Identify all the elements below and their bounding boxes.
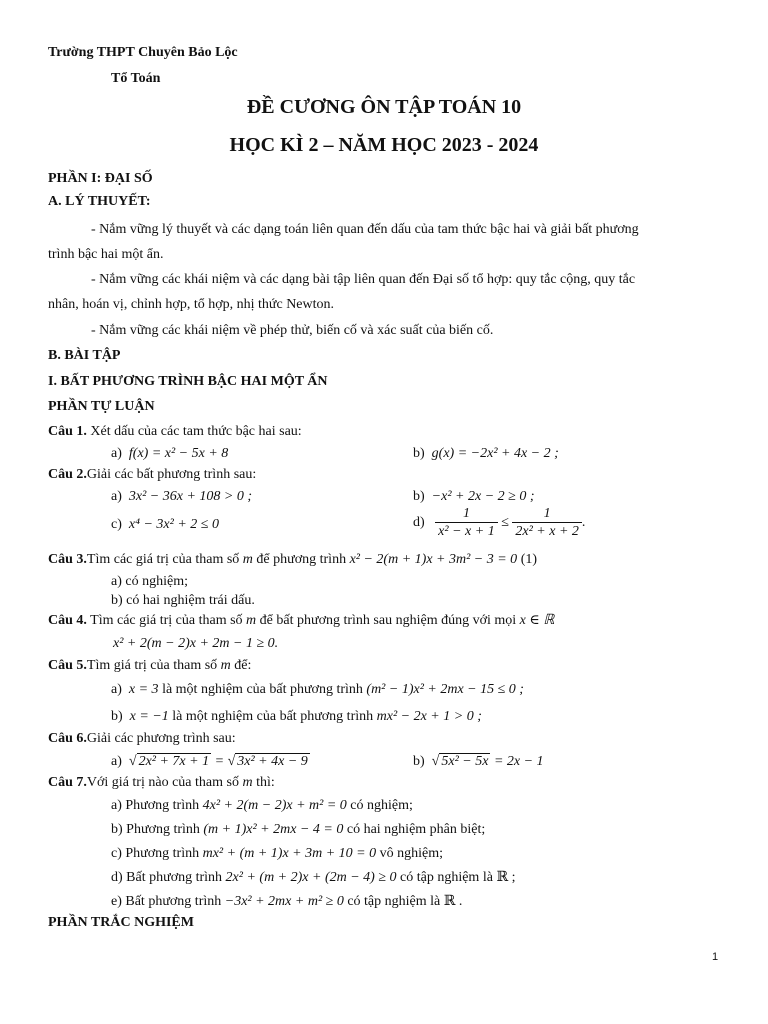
question-5: [48, 657, 251, 675]
item-text: có tập nghiệm là: [396, 870, 497, 885]
parameter: m: [242, 775, 253, 790]
question-7-a: [111, 797, 413, 815]
item-label: a): [111, 754, 122, 769]
question-text: để bất phương trình sau nghiệm đúng với mọi: [256, 613, 520, 628]
question-3-a: a) có nghiệm;: [111, 574, 188, 589]
radicand: 2x² + 7x + 1: [138, 754, 210, 769]
item-text: d) Bất phương trình: [111, 870, 226, 885]
question-6-b: [413, 753, 544, 771]
item-text: có tập nghiệm là: [343, 894, 444, 909]
item-text: là một nghiệm của bất phương trình: [158, 682, 367, 697]
question-label: Câu 2.: [48, 467, 87, 482]
multiple-choice-heading: PHẦN TRẮC NGHIỆM: [48, 915, 194, 930]
equals-sign: =: [211, 754, 228, 769]
math-expression: g(x) = −2x² + 4x − 2 ;: [431, 446, 559, 461]
math-expression: ℝ ;: [496, 870, 516, 885]
parameter: m: [242, 552, 253, 567]
question-2-d: [413, 505, 585, 541]
question-7: [48, 774, 275, 792]
item-label: d): [413, 515, 425, 530]
item-label: b): [111, 709, 123, 724]
math-expression: mx² − 2x + 1 > 0 ;: [376, 709, 482, 724]
question-text: Tìm các giá trị của tham số: [86, 552, 243, 567]
math-expression: 2x² + (m + 2)x + (2m − 4) ≥ 0: [225, 870, 397, 885]
math-expression: −x² + 2x − 2 ≥ 0 ;: [431, 489, 535, 504]
question-1: [48, 423, 302, 441]
question-label: Câu 6.: [48, 731, 87, 746]
item-text: a) Phương trình: [111, 798, 203, 813]
section-b-heading: B. BÀI TẬP: [48, 348, 121, 363]
math-expression: x = −1: [129, 709, 169, 724]
radicand: 3x² + 4x − 9: [237, 754, 308, 769]
question-1-a: [111, 445, 228, 463]
math-expression: x = 3: [128, 682, 159, 697]
fraction: [435, 505, 498, 540]
math-expression: (m² − 1)x² + 2mx − 15 ≤ 0 ;: [366, 682, 524, 697]
question-text: Tìm các giá trị của tham số: [86, 613, 247, 628]
parameter: m: [220, 658, 231, 673]
math-expression: 4x² + 2(m − 2)x + m² = 0: [202, 798, 347, 813]
fraction: [512, 505, 582, 540]
question-2: [48, 466, 256, 484]
department-name: Tổ Toán: [111, 71, 161, 86]
math-expression: 3x² − 36x + 108 > 0 ;: [128, 489, 253, 504]
theory-paragraph-1-cont: trình bậc hai một ẩn.: [48, 247, 164, 262]
item-label: b): [413, 446, 425, 461]
math-expression: mx² + (m + 1)x + 3m + 10 = 0: [202, 846, 377, 861]
section-a-heading: A. LÝ THUYẾT:: [48, 194, 151, 209]
math-expression-rhs: = 2x − 1: [490, 754, 544, 769]
parameter: m: [246, 613, 257, 628]
question-label: Câu 5.: [48, 658, 87, 673]
question-2-c: [111, 516, 219, 534]
question-4: [48, 612, 554, 630]
question-label: Câu 3.: [48, 552, 87, 567]
item-text: có hai nghiệm phân biệt;: [343, 822, 486, 837]
question-text: Với giá trị nào của tham số: [86, 775, 243, 790]
part-heading: PHẦN I: ĐẠI SỐ: [48, 171, 153, 186]
math-expression: (m + 1)x² + 2mx − 4 = 0: [203, 822, 344, 837]
question-text: thì:: [252, 775, 275, 790]
document-subtitle: HỌC KÌ 2 – NĂM HỌC 2023 - 2024: [229, 134, 539, 156]
question-text: Giải các phương trình sau:: [86, 731, 236, 746]
question-7-b: [111, 821, 485, 839]
question-text: Xét dấu của các tam thức bậc hai sau:: [86, 424, 302, 439]
question-7-d: [111, 869, 515, 887]
question-3: [48, 551, 537, 569]
math-expression: x⁴ − 3x² + 2 ≤ 0: [128, 517, 219, 532]
math-expression: ℝ .: [443, 894, 463, 909]
fraction-numerator: 1: [435, 505, 498, 523]
question-5-a: [111, 681, 524, 699]
item-label: c): [111, 517, 122, 532]
question-label: Câu 1.: [48, 424, 87, 439]
question-text: để:: [230, 658, 252, 673]
item-text: vô nghiệm;: [376, 846, 444, 861]
question-label: Câu 7.: [48, 775, 87, 790]
question-text: Giải các bất phương trình sau:: [86, 467, 257, 482]
question-text: để phương trình: [252, 552, 350, 567]
item-text: b) Phương trình: [111, 822, 204, 837]
radicand: 5x² − 5x: [441, 754, 489, 769]
math-expression: −3x² + 2mx + m² ≥ 0: [224, 894, 344, 909]
question-2-a: [111, 488, 252, 506]
item-label: b): [413, 489, 425, 504]
math-expression: x ∈ ℝ: [519, 613, 555, 628]
theory-paragraph-3: - Nắm vững các khái niệm về phép thử, biến cố và xác suất của biến cố.: [91, 323, 494, 338]
item-label: a): [111, 682, 122, 697]
period: .: [581, 515, 586, 530]
relation-symbol: ≤: [501, 515, 509, 530]
question-7-e: [111, 893, 462, 911]
question-label: Câu 4.: [48, 613, 87, 628]
question-5-b: [111, 708, 482, 726]
fraction-numerator: 1: [512, 505, 582, 523]
question-7-c: [111, 845, 443, 863]
question-4-inequality: x² + 2(m − 2)x + 2m − 1 ≥ 0.: [113, 636, 279, 651]
question-1-b: [413, 445, 559, 463]
fraction-denominator: 2x² + x + 2: [515, 524, 579, 540]
math-expression: x² − 2(m + 1)x + 3m² − 3 = 0: [349, 552, 518, 567]
page-number: 1: [712, 951, 719, 963]
theory-paragraph-2-cont: nhân, hoán vị, chỉnh hợp, tổ hợp, nhị thức Newton.: [48, 297, 335, 312]
item-label: a): [111, 489, 122, 504]
equation-number: (1): [517, 552, 538, 567]
question-6: [48, 730, 236, 748]
math-expression: f(x) = x² − 5x + 8: [128, 446, 229, 461]
question-3-b: b) có hai nghiệm trái dấu.: [111, 593, 255, 608]
item-label: a): [111, 446, 122, 461]
question-6-a: [111, 753, 310, 771]
theory-paragraph-2: - Nắm vững các khái niệm và các dạng bài tập liên quan đến Đại số tổ hợp: quy tắc cộng, quy tắc: [91, 272, 636, 287]
item-text: c) Phương trình: [111, 846, 203, 861]
math-expression: √ 5x² − 5x = 2x − 1: [431, 754, 544, 769]
item-text: là một nghiệm của bất phương trình: [168, 709, 377, 724]
essay-heading: PHẦN TỰ LUẬN: [48, 399, 155, 414]
question-text: Tìm giá trị của tham số: [86, 658, 221, 673]
fraction-denominator: x² − x + 1: [438, 524, 495, 540]
question-2-b: [413, 488, 534, 506]
item-text: có nghiệm;: [346, 798, 413, 813]
math-expression: √ 2x² + 7x + 1 = √ 3x² + 4x − 9: [128, 754, 308, 769]
theory-paragraph-1: - Nắm vững lý thuyết và các dạng toán liên quan đến dấu của tam thức bậc hai và giải bất phương: [91, 222, 639, 237]
document-title: ĐỀ CƯƠNG ÔN TẬP TOÁN 10: [246, 96, 522, 118]
item-label: b): [413, 754, 425, 769]
school-name: Trường THPT Chuyên Bảo Lộc: [48, 45, 238, 60]
subsection-heading: I. BẤT PHƯƠNG TRÌNH BẬC HAI MỘT ẨN: [48, 374, 328, 389]
item-text: e) Bất phương trình: [111, 894, 225, 909]
